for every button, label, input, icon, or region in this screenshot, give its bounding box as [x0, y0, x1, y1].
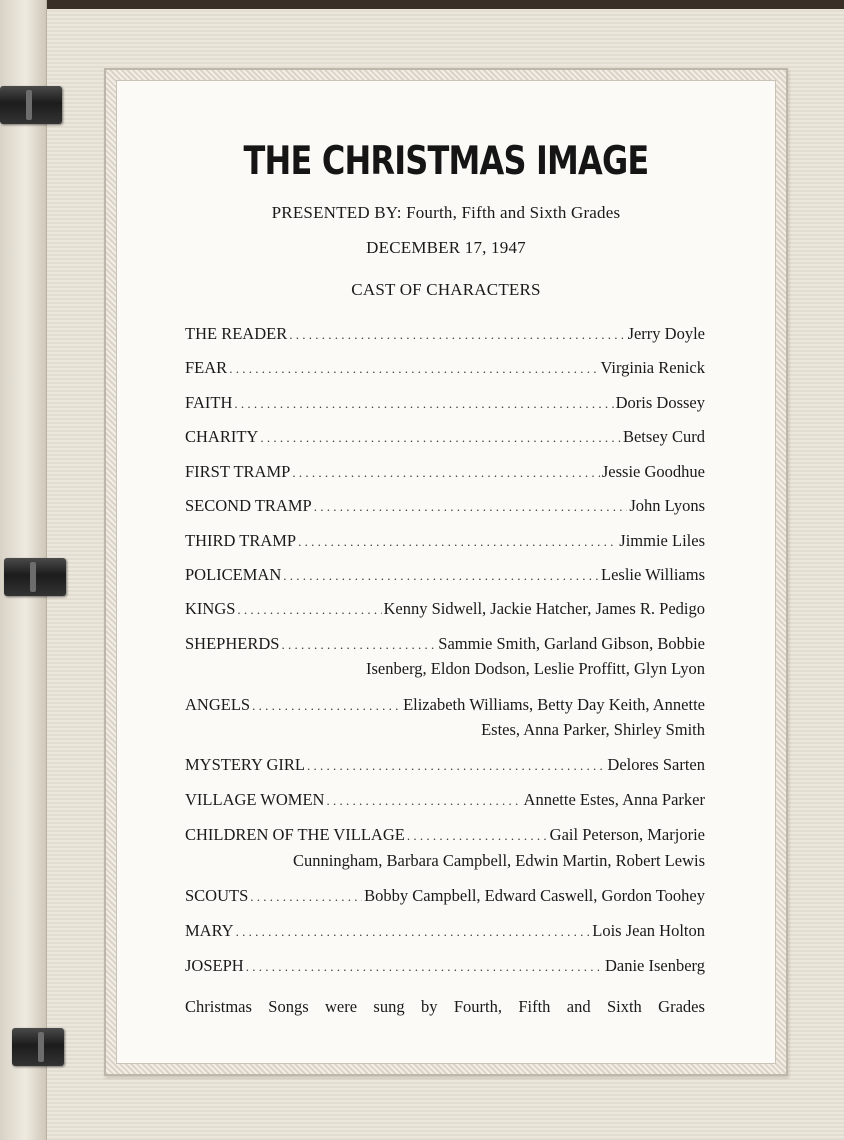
- dot-leader: [307, 758, 605, 774]
- cast-row-fear: [185, 358, 705, 380]
- program-card-inner: [116, 80, 776, 1064]
- dot-leader: [407, 828, 548, 844]
- closing-word: sung: [373, 997, 405, 1016]
- cast-name: Danie Isenberg: [604, 956, 705, 975]
- performance-date: DECEMBER 17, 1947: [366, 238, 526, 257]
- cast-role: FAITH: [185, 393, 233, 412]
- cast-row-village-women: [185, 790, 705, 812]
- cast-role: CHILDREN OF THE VILLAGE: [185, 825, 405, 844]
- closing-word: Christmas: [185, 997, 252, 1016]
- cast-row-mary: [185, 921, 705, 943]
- cast-name: Leslie Williams: [601, 565, 705, 584]
- dot-leader: [252, 698, 401, 714]
- closing-word: were: [325, 997, 358, 1016]
- cast-name: Jimmie Liles: [619, 531, 705, 550]
- cast-row-reader: [185, 324, 705, 346]
- cast-name: John Lyons: [629, 496, 705, 515]
- cast-role: FEAR: [185, 358, 228, 377]
- cast-row-angels: [185, 695, 705, 717]
- dot-leader: [326, 793, 521, 809]
- cast-role: SHEPHERDS: [185, 634, 280, 653]
- cast-role: SCOUTS: [185, 886, 249, 905]
- cast-role: FIRST TRAMP: [185, 462, 291, 481]
- program-title: THE CHRISTMAS IMAGE: [243, 139, 649, 184]
- cast-name: Sammie Smith, Garland Gibson, Bobbie: [438, 634, 705, 653]
- dot-leader: [281, 637, 436, 653]
- closing-word: Fifth: [518, 997, 551, 1016]
- binder-clip-icon: [0, 86, 62, 124]
- cast-name: Betsey Curd: [622, 427, 705, 446]
- cast-name: Delores Sarten: [607, 755, 705, 774]
- cast-row-second-tramp: [185, 496, 705, 518]
- cast-name: Kenny Sidwell, Jackie Hatcher, James R. Pedigo: [383, 599, 705, 618]
- cast-row-third-tramp: [185, 531, 705, 553]
- cast-row-kings: [185, 599, 705, 621]
- cast-name: Lois Jean Holton: [592, 921, 705, 940]
- cast-role: MYSTERY GIRL: [185, 755, 305, 774]
- cast-role: THE READER: [185, 324, 288, 343]
- cast-name: Annette Estes, Anna Parker: [523, 790, 705, 809]
- album-top-edge: [0, 0, 844, 9]
- cast-role: THIRD TRAMP: [185, 531, 297, 550]
- dot-leader: [298, 534, 617, 550]
- cast-name: Jerry Doyle: [627, 324, 705, 343]
- cast-row-shepherds: [185, 634, 705, 656]
- dot-leader: [260, 430, 621, 446]
- dot-leader: [229, 361, 598, 377]
- closing-word: Songs: [268, 997, 309, 1016]
- presented-by: PRESENTED BY: Fourth, Fifth and Sixth Grades: [271, 203, 621, 222]
- cast-role: CHARITY: [185, 427, 259, 446]
- dot-leader: [250, 889, 362, 905]
- cast-role: MARY: [185, 921, 234, 940]
- closing-word: Grades: [658, 997, 705, 1016]
- dot-leader: [236, 924, 591, 940]
- closing-word: and: [566, 997, 591, 1016]
- closing-word: Fourth,: [453, 997, 502, 1016]
- cast-row-mystery-girl: [185, 755, 705, 777]
- cast-continuation: Cunningham, Barbara Campbell, Edwin Martin, Robert Lewis: [293, 851, 705, 870]
- dot-leader: [237, 602, 381, 618]
- closing-word: Sixth: [606, 997, 642, 1016]
- cast-name: Elizabeth Williams, Betty Day Keith, Annette: [403, 695, 705, 714]
- cast-name: Virginia Renick: [600, 358, 705, 377]
- program-card: [104, 68, 788, 1076]
- cast-name: Gail Peterson, Marjorie: [549, 825, 705, 844]
- cast-row-charity: [185, 427, 705, 449]
- cast-continuation: Estes, Anna Parker, Shirley Smith: [481, 720, 705, 739]
- dot-leader: [283, 568, 599, 584]
- cast-row-scouts: [185, 886, 705, 908]
- dot-leader: [292, 465, 600, 481]
- dot-leader: [246, 959, 603, 975]
- cast-role: JOSEPH: [185, 956, 244, 975]
- dot-leader: [289, 327, 625, 343]
- binder-clip-icon: [4, 558, 66, 596]
- cast-role: SECOND TRAMP: [185, 496, 312, 515]
- cast-row-joseph: [185, 956, 705, 978]
- cast-heading: CAST OF CHARACTERS: [351, 280, 541, 299]
- cast-name: Bobby Campbell, Edward Caswell, Gordon Toohey: [364, 886, 705, 905]
- cast-row-faith: [185, 393, 705, 415]
- cast-row-children: [185, 825, 705, 847]
- cast-name: Doris Dossey: [615, 393, 705, 412]
- cast-role: POLICEMAN: [185, 565, 282, 584]
- cast-name: Jessie Goodhue: [601, 462, 705, 481]
- dot-leader: [314, 499, 628, 515]
- binder-clip-icon: [12, 1028, 64, 1066]
- closing-word: by: [420, 997, 438, 1016]
- cast-row-first-tramp: [185, 462, 705, 484]
- dot-leader: [234, 396, 613, 412]
- cast-role: ANGELS: [185, 695, 251, 714]
- cast-row-policeman: [185, 565, 705, 587]
- cast-role: KINGS: [185, 599, 236, 618]
- cast-continuation: Isenberg, Eldon Dodson, Leslie Proffitt, Glyn Lyon: [366, 659, 705, 678]
- closing-note: [185, 997, 705, 1017]
- cast-role: VILLAGE WOMEN: [185, 790, 325, 809]
